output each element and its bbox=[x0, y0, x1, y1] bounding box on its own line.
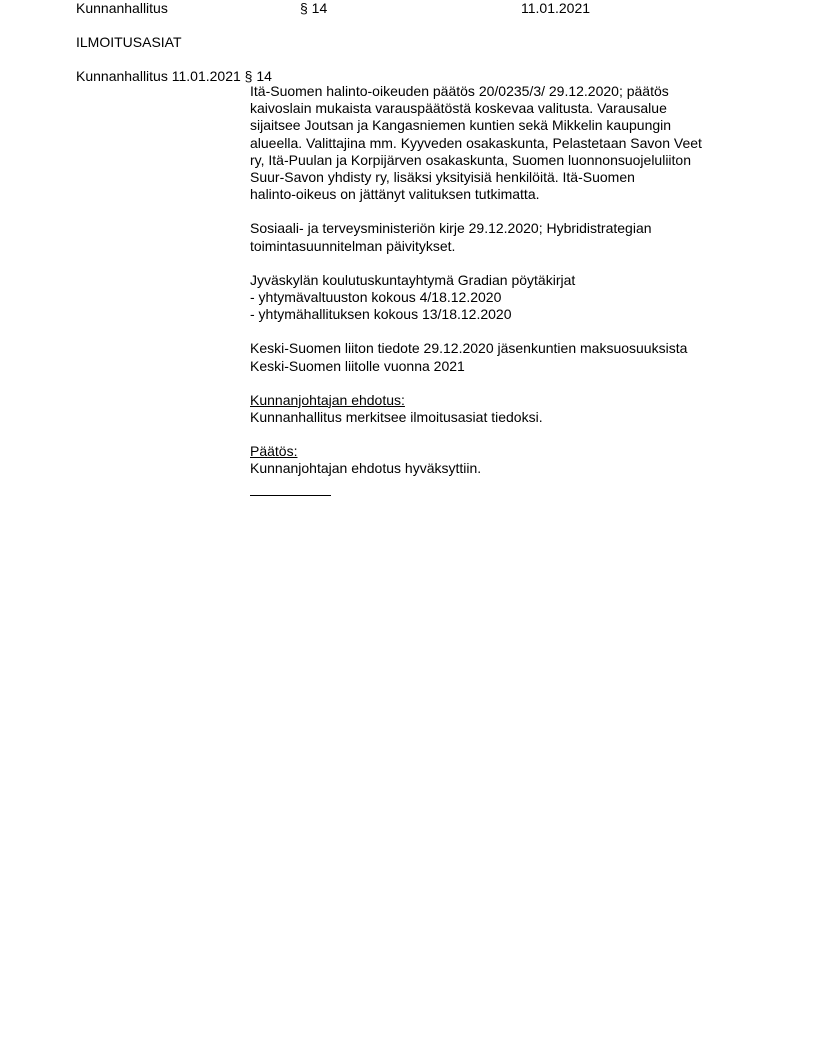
notice-paragraph bbox=[250, 340, 740, 374]
text-line: Keski-Suomen liiton tiedote 29.12.2020 jäsenkuntien maksuosuuksista bbox=[250, 340, 688, 357]
text-line: ry, Itä-Puulan ja Korpijärven osakaskunta, Suomen luonnonsuojeluliiton bbox=[250, 151, 692, 168]
notice-paragraph bbox=[250, 220, 740, 254]
proposal-heading: Kunnanjohtajan ehdotus: bbox=[250, 391, 405, 408]
text-line: - yhtymävaltuuston kokous 4/18.12.2020 bbox=[250, 289, 502, 306]
text-line: toimintasuunnitelman päivitykset. bbox=[250, 237, 456, 254]
decision-block bbox=[250, 443, 740, 477]
decision-text: Kunnanjohtajan ehdotus hyväksyttiin. bbox=[250, 460, 482, 477]
proposal-block bbox=[250, 392, 740, 426]
proposal-text: Kunnanhallitus merkitsee ilmoitusasiat tiedoksi. bbox=[250, 409, 543, 426]
text-line: halinto-oikeus on jättänyt valituksen tutkimatta. bbox=[250, 186, 540, 203]
notice-paragraph bbox=[250, 272, 740, 324]
text-line: Suur-Savon yhdisty ry, lisäksi yksityisiä henkilöitä. Itä-Suomen bbox=[250, 169, 635, 186]
notice-paragraph bbox=[250, 83, 740, 203]
text-line: Itä-Suomen halinto-oikeuden päätös 20/0235/3/ 29.12.2020; päätös bbox=[250, 83, 669, 99]
page-title: ILMOITUSASIAT bbox=[76, 34, 182, 50]
text-line: alueella. Valittajina mm. Kyyveden osakaskunta, Pelastetaan Savon Veet bbox=[250, 134, 702, 151]
header-date: 11.01.2021 bbox=[521, 0, 591, 16]
item-content bbox=[250, 83, 740, 496]
text-line: Sosiaali- ja terveysministeriön kirje 29.12.2020; Hybridistrategian bbox=[250, 220, 652, 237]
text-line: - yhtymähallituksen kokous 13/18.12.2020 bbox=[250, 306, 512, 323]
decision-heading: Päätös: bbox=[250, 443, 298, 460]
header-body-name: Kunnanhallitus bbox=[76, 0, 168, 16]
text-line: sijaitsee Joutsan ja Kangasniemen kuntien sekä Mikkelin kaupungin bbox=[250, 117, 672, 134]
minutes-reference: Kunnanhallitus 11.01.2021 § 14 bbox=[76, 68, 272, 84]
text-line: Keski-Suomen liitolle vuonna 2021 bbox=[250, 357, 465, 374]
end-rule bbox=[250, 495, 331, 496]
text-line: kaivoslain mukaista varauspäätöstä koskevaa valitusta. Varausalue bbox=[250, 100, 667, 117]
text-line: Jyväskylän koulutuskuntayhtymä Gradian pöytäkirjat bbox=[250, 271, 576, 288]
header-section-number: § 14 bbox=[300, 0, 328, 16]
